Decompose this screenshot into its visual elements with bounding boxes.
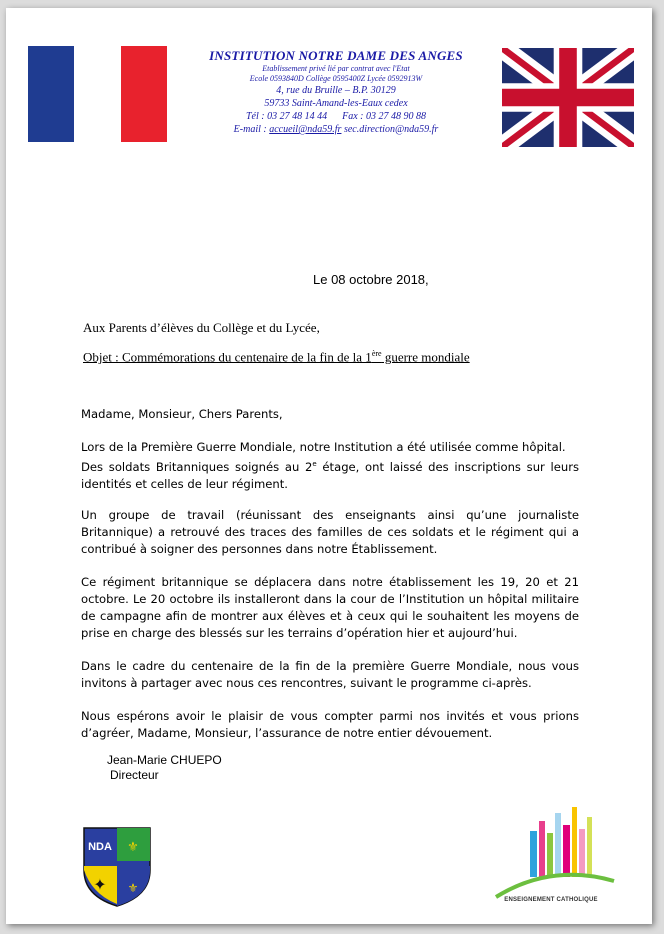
school-codes: Ecole 0593840D Collège 0595400Z Lycée 0592913W [249, 74, 423, 83]
phone-line [176, 110, 496, 123]
svg-text:✦: ✦ [93, 875, 107, 894]
svg-text:⚜: ⚜ [127, 840, 139, 855]
phone-number: Tél : 03 27 48 14 44 [246, 111, 328, 122]
address-line-2: 59733 Saint-Amand-les-Eaux cedex [264, 98, 408, 109]
signature-block [107, 753, 222, 783]
letter-body [81, 406, 579, 758]
address-line-1: 4, rue du Bruille – B.P. 30129 [276, 85, 396, 96]
subject-text: Objet : Commémorations du centenaire de la fin de la 1 [83, 349, 372, 365]
greeting: Madame, Monsieur, Chers Parents, [81, 407, 283, 421]
crest-initials: NDA [88, 841, 112, 853]
uk-flag-icon [502, 48, 634, 147]
paragraph-1-line-2: Des soldats Britanniques soignés au 2 [81, 459, 313, 474]
email-link-accueil[interactable]: accueil@nda59.fr [269, 124, 342, 135]
subject-text-end: guerre mondiale [381, 349, 470, 365]
email-label: E-mail : [233, 124, 267, 135]
letter-date: Le 08 octobre 2018, [313, 272, 429, 287]
recipient-line: Aux Parents d’élèves du Collège et du Lycée, [83, 320, 320, 335]
paragraph-1 [81, 439, 579, 493]
fax-number: Fax : 03 27 48 90 88 [342, 111, 426, 122]
letter-page [6, 8, 652, 924]
paragraph-5: Nous espérons avoir le plaisir de vous compter parmi nos invités et vous prions d’agréer, Madame, Monsieur, l’assurance de notre entier dévouement. [81, 708, 579, 740]
signer-role: Directeur [110, 768, 159, 782]
paragraph-1-line-1: Lors de la Première Guerre Mondiale, notre Institution a été utilisée comme hôpital. [81, 440, 566, 454]
french-flag-icon [28, 46, 167, 142]
nda-crest-logo-icon [82, 826, 152, 908]
paragraph-1-line-2-end: étage, ont laissé des inscriptions sur leurs identités et celles de leur régiment. [81, 459, 580, 491]
signer-name: Jean-Marie CHUEPO [107, 753, 222, 767]
svg-text:⚜: ⚜ [127, 881, 139, 895]
subject-line [83, 349, 470, 365]
floor-superscript: e [312, 460, 317, 468]
paragraph-2: Un groupe de travail (réunissant des enseignants ainsi qu’une journaliste Britannique) a retrouvé des traces des familles de ces soldats et le régiment qui a contribué à soigner des personnes dans notre Établissement. [81, 507, 579, 556]
email-secretariat: sec.direction@nda59.fr [343, 124, 439, 135]
institution-letterhead [176, 48, 496, 136]
paragraph-4: Dans le cadre du centenaire de la fin de la première Guerre Mondiale, nous vous invitons à partager avec nous ces rencontres, suivant le programme ci-après. [81, 658, 579, 690]
paragraph-3: Ce régiment britannique se déplacera dans notre établissement les 19, 20 et 21 octobre. Le 20 octobre ils installeront dans la cour de l’Institution un hôpital militaire de campagne afin de montrer aux élèves et à ceux qui le souhaitent les moyens de prise en charge des blessés sur les terrains d’opération hier et aujourd’hui. [81, 574, 579, 640]
institution-name: INSTITUTION NOTRE DAME DES ANGES [209, 48, 463, 63]
status-line: Etablissement privé lié par contrat avec l'Etat [262, 64, 410, 73]
email-line [176, 123, 496, 136]
subject-superscript: ère [371, 349, 382, 358]
enseignement-catholique-label: ENSEIGNEMENT CATHOLIQUE [504, 897, 598, 903]
